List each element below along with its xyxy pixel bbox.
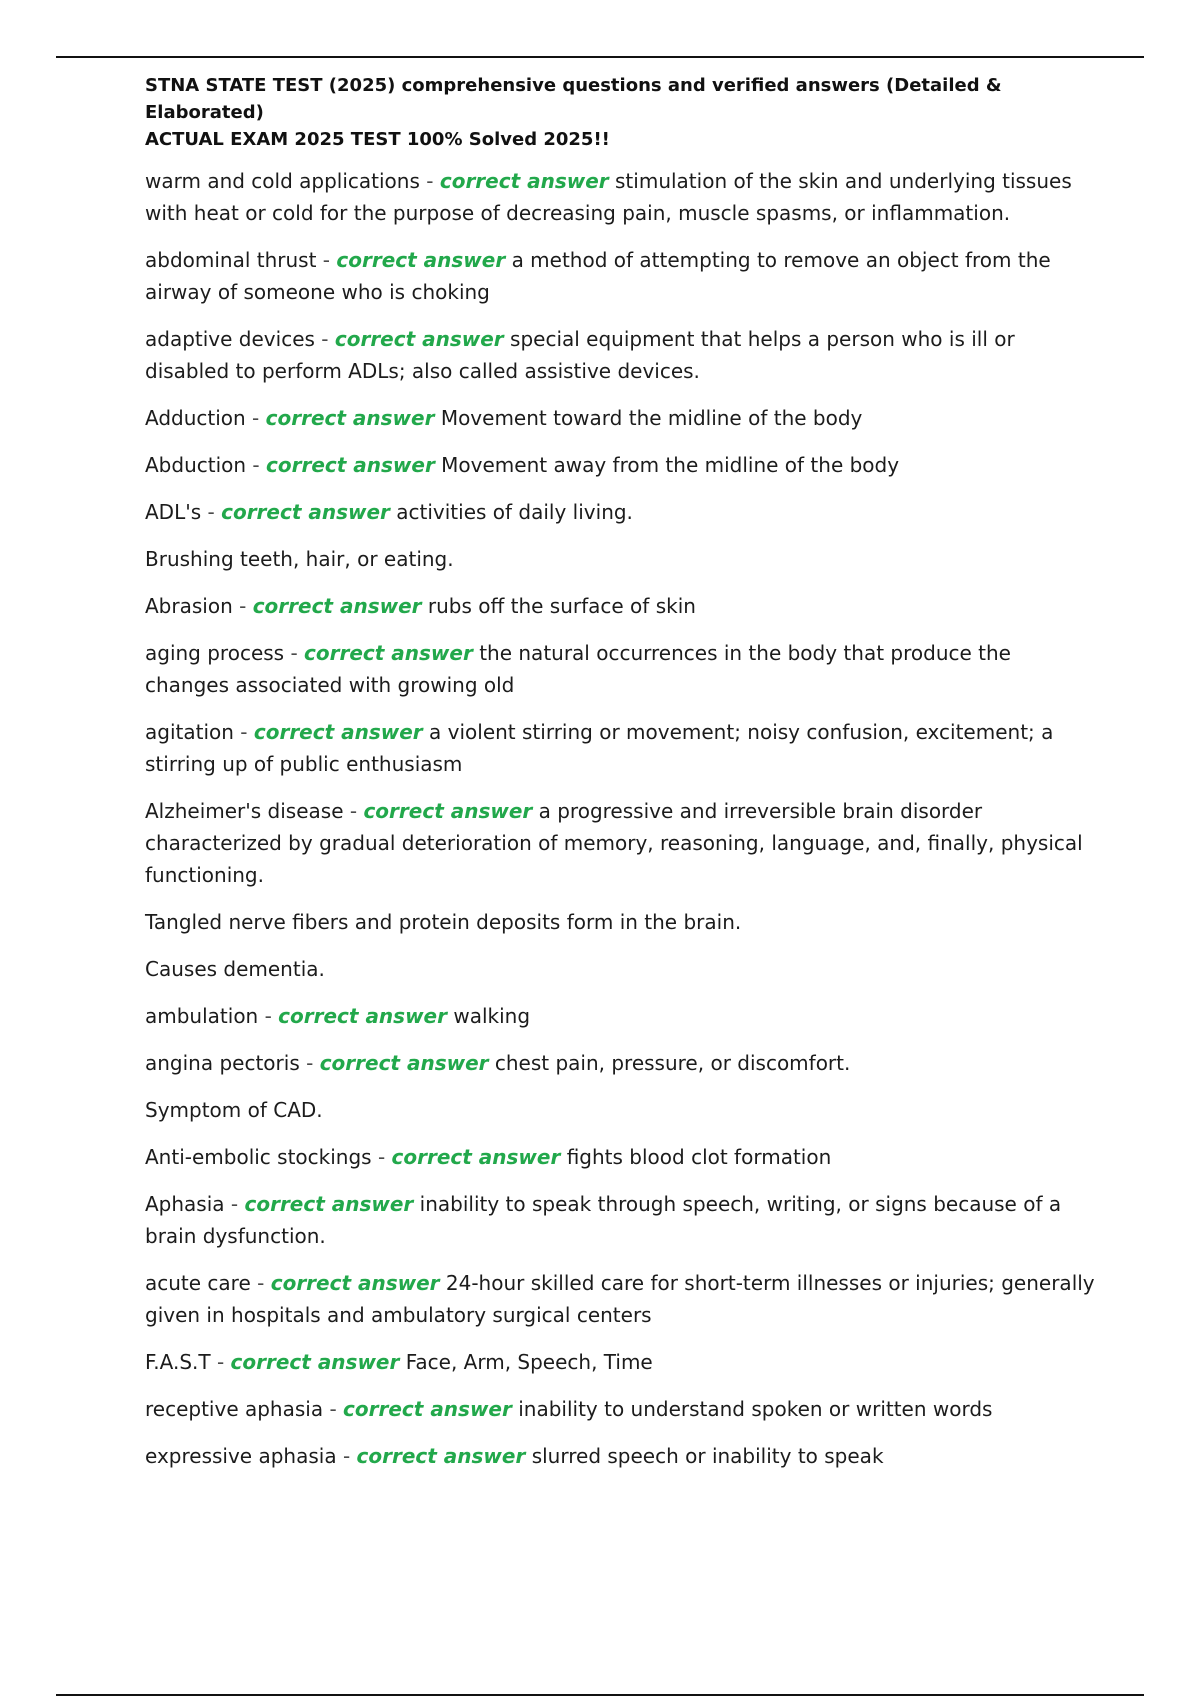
qa-entry [145,795,1095,891]
entry-separator: - [323,1397,344,1421]
entry-term: acute care [145,1271,251,1295]
entry-term: Aphasia [145,1192,225,1216]
entry-term: agitation [145,720,234,744]
qa-entry [145,1000,1095,1032]
qa-entry [145,1267,1095,1331]
top-divider [56,56,1144,58]
entry-definition: Face, Arm, Speech, Time [405,1350,653,1374]
entry-term: Abduction [145,453,247,477]
entry-separator: - [314,327,335,351]
entry-separator: - [284,641,305,665]
correct-answer-label: correct answer [253,720,423,744]
correct-answer-label: correct answer [356,1444,526,1468]
correct-answer-label: correct answer [439,169,609,193]
entry-separator: - [246,453,266,477]
entry-separator: - [371,1145,392,1169]
entry-separator: - [250,1271,271,1295]
correct-answer-label: correct answer [343,1397,512,1421]
entry-separator: - [336,1444,357,1468]
entry-term: Anti-embolic stockings [145,1145,372,1169]
entry-term: ambulation [145,1004,259,1028]
entry-term: angina pectoris [145,1051,300,1075]
entry-separator: - [233,720,254,744]
correct-answer-label: correct answer [266,453,435,477]
qa-entry [145,496,1095,528]
qa-entry [145,637,1095,701]
entry-definition: Movement toward the midline of the body [440,406,863,430]
entry-definition: fights blood clot formation [566,1145,832,1169]
qa-list [145,165,1095,1472]
qa-entry [145,543,1095,575]
qa-entry [145,244,1095,308]
entry-separator: - [232,594,253,618]
correct-answer-label: correct answer [278,1004,447,1028]
entry-definition: Movement away from the midline of the body [441,453,900,477]
qa-entry [145,953,1095,985]
entry-separator: - [258,1004,279,1028]
bottom-divider [56,1694,1144,1696]
correct-answer-label: correct answer [244,1192,414,1216]
entry-term: aging process [145,641,285,665]
entry-separator: - [224,1192,245,1216]
entry-separator: - [201,500,222,524]
qa-entry [145,323,1095,387]
title-line-2: ACTUAL EXAM 2025 TEST 100% Solved 2025!! [145,129,610,150]
entry-definition: slurred speech or inability to speak [531,1444,884,1468]
document-title [145,72,1095,153]
entry-definition: a method of attempting to remove an object from the airway of someone who is choking [145,248,1051,304]
entry-term: Alzheimer's disease [145,799,344,823]
entry-definition: inability to speak through speech, writing, or signs because of a brain dysfunction. [145,1192,1062,1248]
entry-term: ADL's [145,500,202,524]
correct-answer-label: correct answer [336,248,506,272]
entry-definition: walking [453,1004,531,1028]
qa-entry [145,1094,1095,1126]
qa-entry [145,906,1095,938]
entry-definition: the natural occurrences in the body that produce the changes associated with growing old [145,641,1011,697]
correct-answer-label: correct answer [252,594,422,618]
entry-definition: inability to understand spoken or written words [518,1397,993,1421]
correct-answer-label: correct answer [319,1051,489,1075]
entry-definition: rubs off the surface of skin [427,594,696,618]
correct-answer-label: correct answer [221,500,390,524]
entry-definition: stimulation of the skin and underlying tissues with heat or cold for the purpose of decreasing pain, muscle spasms, or inflammation. [145,169,1072,225]
entry-separator: - [210,1350,231,1374]
correct-answer-label: correct answer [363,799,533,823]
entry-definition: a violent stirring or movement; noisy confusion, excitement; a stirring up of public enthusiasm [145,720,1054,776]
title-line-1: STNA STATE TEST (2025) comprehensive questions and verified answers (Detailed & Elaborated) [145,75,1002,123]
entry-note: Brushing teeth, hair, or eating. [145,547,454,571]
entry-definition: chest pain, pressure, or discomfort. [494,1051,851,1075]
entry-term: Adduction [145,406,246,430]
qa-entry [145,1141,1095,1173]
correct-answer-label: correct answer [334,327,504,351]
entry-separator: - [299,1051,320,1075]
entry-note: Causes dementia. [145,957,325,981]
correct-answer-label: correct answer [265,406,435,430]
entry-term: abdominal thrust [145,248,317,272]
qa-entry [145,1047,1095,1079]
document-content [145,72,1095,1487]
entry-separator: - [343,799,364,823]
entry-definition: a progressive and irreversible brain disorder characterized by gradual deterioration of memory, reasoning, language, and, finally, physical functioning. [145,799,1083,887]
entry-definition: 24-hour skilled care for short-term illnesses or injuries; generally given in hospitals and ambulatory surgical centers [145,1271,1095,1327]
entry-separator: - [419,169,440,193]
entry-term: receptive aphasia [145,1397,324,1421]
entry-term: adaptive devices [145,327,315,351]
entry-term: F.A.S.T [145,1350,211,1374]
entry-term: warm and cold applications [145,169,420,193]
entry-note: Symptom of CAD. [145,1098,323,1122]
qa-entry [145,165,1095,229]
correct-answer-label: correct answer [391,1145,561,1169]
qa-entry [145,1393,1095,1425]
entry-note: Tangled nerve fibers and protein deposits form in the brain. [145,910,742,934]
qa-entry [145,1188,1095,1252]
qa-entry [145,590,1095,622]
qa-entry [145,716,1095,780]
entry-term: Abrasion [145,594,233,618]
entry-definition: activities of daily living. [396,500,633,524]
qa-entry [145,1346,1095,1378]
entry-definition: special equipment that helps a person who is ill or disabled to perform ADLs; also called assistive devices. [145,327,1015,383]
entry-term: expressive aphasia [145,1444,337,1468]
correct-answer-label: correct answer [230,1350,400,1374]
correct-answer-label: correct answer [270,1271,440,1295]
qa-entry [145,402,1095,434]
entry-separator: - [245,406,266,430]
correct-answer-label: correct answer [304,641,473,665]
qa-entry [145,449,1095,481]
qa-entry [145,1440,1095,1472]
entry-separator: - [316,248,337,272]
